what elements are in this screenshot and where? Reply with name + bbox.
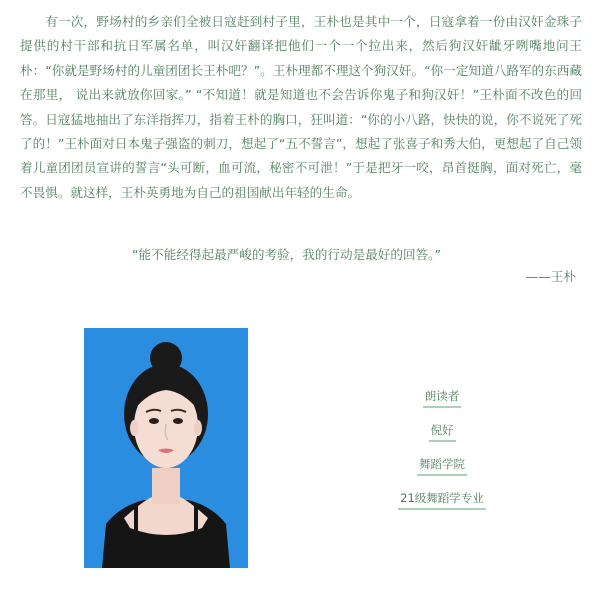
credit-name: 倪好 xyxy=(429,422,456,442)
quote-text: “能不能经得起最严峻的考验，我的行动是最好的回答。” xyxy=(132,247,441,262)
credit-role: 朗读者 xyxy=(423,388,462,408)
story-paragraph: 有一次，野场村的乡亲们全被日寇赶到村子里，王朴也是其中一个，日寇拿着一份由汉奸金珠子提供的村干部和抗日军属名单，叫汉奸翻译把他们一个一个拉出来，然后狗汉奸龇牙咧嘴地问王朴：“你就是野场村的儿童团团长王朴吧？”。王朴理都不理这个狗汉奸。“你一定知道八路军的东西藏在那里， 说出来就放你回家。” “不知道！就是知道也不会告诉你鬼子和狗汉奸！”王朴面不改色的回答。日寇猛地抽出了东洋指挥刀，指着王朴的胸口，狂叫道：“你的小八路，快快的说，你不说死了死了的！”王朴面对日本鬼子强盗的刺刀，想起了“五不誓言”，想起了张喜子和秀大伯，更想起了自己领着儿童团团员宣讲的誓言“头可断，血可流，秘密不可泄！”于是把牙一咬，昂首挺胸，面对死亡，毫不畏惧。就这样，王朴英勇地为自己的祖国献出年轻的生命。 xyxy=(20,14,582,200)
quote-attribution: ——王朴 xyxy=(525,269,576,284)
credit-school: 舞蹈学院 xyxy=(417,456,467,476)
credits-block xyxy=(372,388,512,524)
reader-portrait-photo xyxy=(84,328,248,568)
credit-major: 21级舞蹈学专业 xyxy=(398,490,486,510)
portrait-illustration xyxy=(84,328,248,568)
